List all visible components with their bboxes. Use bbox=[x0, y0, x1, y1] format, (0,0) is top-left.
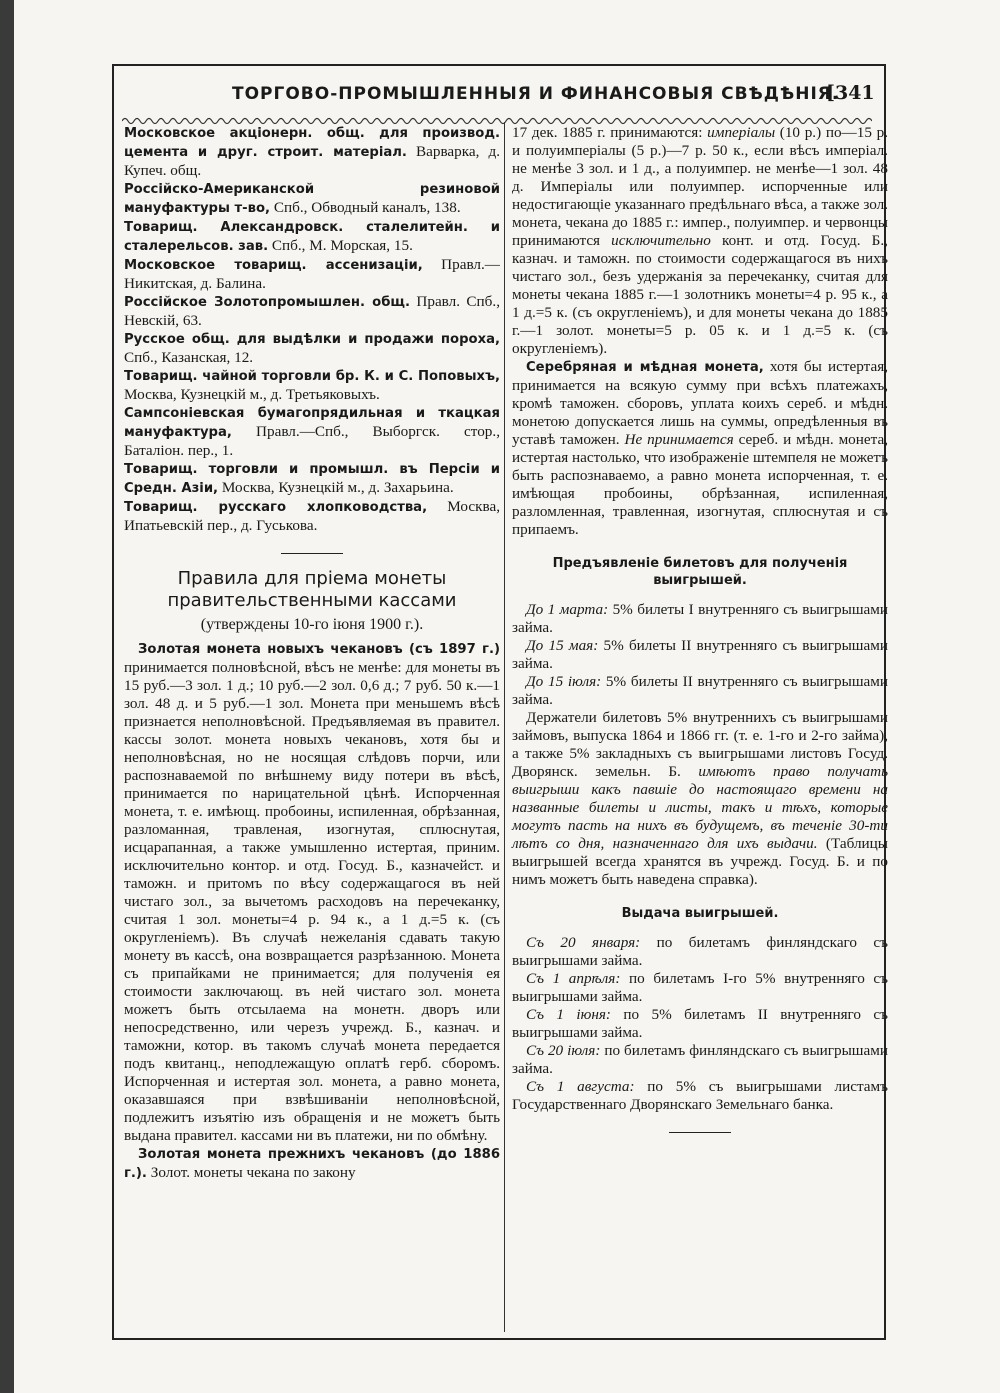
page-number: [341 bbox=[826, 82, 875, 104]
text-run: 17 дек. 1885 г. принимаются: bbox=[512, 124, 708, 141]
section-subtitle: (утверждены 10-го іюня 1900 г.). bbox=[200, 616, 424, 633]
gold-old-paragraph bbox=[124, 1145, 500, 1183]
section-title: Правила для пріема монеты правительственными кассами bbox=[167, 568, 457, 611]
text-run: Держатели билетовъ 5% внутреннихъ съ выигрышами займовъ, выпуска 1864 и 1866 гг. (т. е. 1-го и 2-го займа), а также 5% закладныхъ съ выигрышами листовъ Госуд. Дворянск. земельн. Б. bbox=[512, 709, 888, 780]
left-column bbox=[124, 124, 500, 1183]
gold-old-title: Золотая монета прежнихъ чекановъ (до 1886 г.). bbox=[124, 1147, 500, 1181]
section-separator bbox=[281, 553, 343, 554]
payout-date: Съ 1 іюня: bbox=[526, 1006, 611, 1023]
payout-item bbox=[512, 970, 888, 1006]
payout-text: по билетамъ финляндскаго съ выигрышами займа. bbox=[512, 1042, 888, 1077]
payout-text: по 5% съ выигрышами листамъ Государственнаго Дворянскаго Земельнаго банка. bbox=[512, 1078, 888, 1113]
company-name: Русское общ. для выдѣлки и продажи пороха, bbox=[124, 332, 500, 347]
company-entry bbox=[124, 498, 500, 535]
imperials-paragraph bbox=[512, 124, 888, 358]
company-address: Спб., М. Морская, 15. bbox=[268, 237, 413, 254]
company-entry bbox=[124, 460, 500, 498]
italic-run: имперіалы bbox=[707, 124, 776, 141]
company-address: Спб., Казанская, 12. bbox=[124, 349, 254, 366]
silver-paragraph bbox=[512, 358, 888, 539]
company-address: Спб., Обводный каналъ, 138. bbox=[270, 199, 461, 216]
company-address: Правл. Спб., Невскій, 63. bbox=[124, 293, 500, 329]
company-entry bbox=[124, 218, 500, 256]
payout-date: Съ 20 января: bbox=[526, 934, 641, 951]
company-name: Товарищ. Александровск. сталелитейн. и сталерельсов. зав. bbox=[124, 220, 500, 254]
company-name: Товарищ. чайной торговли бр. К. и С. Поповыхъ, bbox=[124, 369, 500, 384]
company-name: Товарищ. русскаго хлопководства, bbox=[124, 500, 428, 515]
gold-new-title: Золотая монета новыхъ чекановъ (съ 1897 г.) bbox=[138, 642, 500, 657]
scan-edge bbox=[0, 0, 14, 1393]
company-name: Московское акціонерн. общ. для производ. цемента и друг. строит. матеріал. bbox=[124, 126, 500, 160]
column-divider bbox=[504, 122, 505, 1332]
company-name: Россійско-Американской резиновой мануфактуры т-во, bbox=[124, 182, 500, 216]
text-run: (10 р.) по—15 р. и полуимперіалы (5 р.)—7 р. 50 к., если вѣсъ имперіал. не менѣе 3 зол. и 1 д., а полуимпер. не менѣе—1 зол. 48 д. Имперіалы или полуимпер. испорченные или недостигающіе указаннаго предѣльнаго вѣса, а также зол. монета, чекана до 1885 г.: импер., полуимпер. и червонцы принимаются bbox=[512, 124, 888, 249]
presentation-date: До 15 мая: bbox=[526, 637, 599, 654]
payout-item bbox=[512, 934, 888, 970]
presentation-item bbox=[512, 673, 888, 709]
right-column bbox=[512, 124, 888, 1147]
payout-text: по билетамъ I-го 5% внутренняго съ выигрышами займа. bbox=[512, 970, 888, 1005]
page bbox=[112, 64, 889, 1340]
text-run: конт. и отд. Госуд. Б., казнач. и таможн. по стоимости содержащагося въ нихъ чистаго зол., безъ удержанія за перечеканку, считая для монеты чекана 1885 г.—1 золотникъ монеты=4 р. 95 к., а 1 д.=5 к. (съ округленіемъ), и для монеты чекана до 1885 г.—1 золот. монеты=5 р. 05 к. и 1 д.=5 к. (съ округленіемъ). bbox=[512, 232, 888, 357]
presentation-text: 5% билеты II внутренняго съ выигрышами займа. bbox=[512, 673, 888, 708]
company-name: Товарищ. торговли и промышл. въ Персіи и Средн. Азіи, bbox=[124, 462, 500, 496]
company-entry bbox=[124, 404, 500, 460]
presentation-date: До 1 марта: bbox=[526, 601, 609, 618]
company-entry bbox=[124, 367, 500, 404]
text-run: сереб. и мѣдн. монета, истертая настолько, что изображеніе штемпеля не можетъ быть распознаваемо, а равно монета испорченная, т. е. имѣющая пробоины, обрѣзанная, испиленная, разломленная, травленная, изогнутая, сплюснутая и съ припаемъ. bbox=[512, 431, 888, 538]
presentation-item bbox=[512, 601, 888, 637]
payout-text: по 5% билетамъ II внутренняго съ выигрышами займа. bbox=[512, 1006, 888, 1041]
company-address: Москва, Ипатьевскій пер., д. Гуськова. bbox=[124, 498, 500, 534]
italic-run: имѣютъ право получать выигрыши какъ павшіе до настоящаго времени на названные билеты и листы, такъ и тѣхъ, которые могутъ пасть на нихъ въ будущемъ, въ теченіе 30-ти лѣтъ со дня, назначеннаго для ихъ выдачи. bbox=[512, 763, 889, 852]
gold-new-paragraph bbox=[124, 640, 500, 1145]
presentation-item bbox=[512, 637, 888, 673]
company-name: Россійское Золотопромышлен. общ. bbox=[124, 295, 410, 310]
gold-new-text: принимается полновѣсной, вѣсъ не менѣе: для монеты въ 15 руб.—3 зол. 1 д.; 10 руб.—2 зол. 0,6 д.; 7 руб. 50 к.—1 зол. 48 д. и 5 руб.—1 зол. Монета при меньшемъ вѣсѣ признается неполновѣсной. Предъявляемая въ правител. кассы золот. монета новыхъ чекановъ, хотя бы и неполновѣсная, но не носящая слѣдовъ порчи, или распознаваемой по внѣшнему виду потери въ вѣсѣ, принимается по нарицательной цѣнѣ. Испорченная монета, т. е. имѣющ. пробоины, испиленная, обрѣзанная, разломанная, травленая, изогнутая, сплюснутая, исцарапанная, а также умышленно истертая, приним. исключительно контор. и отд. Госуд. Б., казначейст. и таможн. и притомъ по вѣсу содержащагося въ ней чистаго зол., за вычетомъ расходовъ на перечеканку, считая 1 зол. монеты=4 р. 94 к., а 1 д.=5 к. (съ округленіемъ). Въ случаѣ нежеланія сдавать такую монету въ кассѣ, она возвращается разрѣзанною. Монета съ припайками не принимается; для полученія ея стоимости заключающ. въ ней чистаго зол. монета можетъ быть отсылаема на монетн. дворъ или непосредственно, или черезъ учрежд. Б., казнач. и таможни, котор. въ такомъ случаѣ монета передается подъ квитанц., неподлежащую оплатѣ герб. сборомъ. Испорченная и истертая зол. монета, а равно монета, оказавшаяся при взвѣшиваніи неполновѣсной, подлежитъ изъятію изъ обращенія и не можетъ быть выдана правител. кассами ни въ платежи, ни по обмѣну. bbox=[124, 659, 500, 1144]
payout-date: Съ 1 августа: bbox=[526, 1078, 635, 1095]
page-header bbox=[114, 76, 884, 112]
company-address: Москва, Кузнецкій м., д. Захарьина. bbox=[218, 479, 454, 496]
company-address: Правл.—Спб., Выборгск. стор., Баталіон. пер., 1. bbox=[124, 423, 500, 459]
presentation-text: 5% билеты I внутренняго съ выигрышами займа. bbox=[512, 601, 888, 636]
silver-title: Серебряная и мѣдная монета, bbox=[526, 360, 764, 375]
payout-date: Съ 1 апрѣля: bbox=[526, 970, 621, 987]
company-address: Правл.—Никитская, д. Балина. bbox=[124, 256, 500, 292]
company-entry bbox=[124, 330, 500, 367]
italic-run: исключительно bbox=[611, 232, 711, 249]
company-entry bbox=[124, 256, 500, 293]
text-run: (Таблицы выигрышей всегда хранятся въ учрежд. Госуд. Б. и по нимъ можетъ быть наведена справка). bbox=[512, 835, 888, 888]
payout-item bbox=[512, 1078, 888, 1114]
company-name: Сампсоніевская бумагопрядильная и ткацкая мануфактура, bbox=[124, 406, 500, 440]
holders-paragraph bbox=[512, 709, 888, 889]
company-list bbox=[124, 124, 500, 535]
gold-old-text: Золот. монеты чекана по закону bbox=[146, 1164, 356, 1181]
page-title: ТОРГОВО-ПРОМЫШЛЕННЫЯ И ФИНАНСОВЫЯ СВѢДѢНІЯ. bbox=[232, 84, 840, 104]
payout-heading: Выдача выигрышей. bbox=[621, 906, 779, 921]
company-entry bbox=[124, 180, 500, 218]
company-address: Варварка, д. Купеч. общ. bbox=[124, 143, 501, 179]
presentation-date: До 15 іюля: bbox=[526, 673, 602, 690]
company-entry bbox=[124, 124, 500, 180]
payout-text: по билетамъ финляндскаго съ выигрышами займа. bbox=[512, 934, 889, 969]
italic-run: Не принимается bbox=[624, 431, 734, 448]
company-name: Московское товарищ. ассенизаціи, bbox=[124, 258, 423, 273]
presentation-heading: Предъявленіе билетовъ для полученія выигрышей. bbox=[552, 556, 848, 588]
presentation-text: 5% билеты II внутренняго съ выигрышами займа. bbox=[512, 637, 888, 672]
company-entry bbox=[124, 293, 500, 330]
text-run: хотя бы истертая, принимается на всякую сумму при всѣхъ платежахъ, кромѣ таможен. сборовъ, уплата коихъ сереб. и мѣдн. монетою допускается лишь на суммы, опредѣленныя въ уставѣ таможен. bbox=[512, 358, 888, 448]
payout-item bbox=[512, 1006, 888, 1042]
payout-item bbox=[512, 1042, 888, 1078]
end-separator bbox=[669, 1132, 731, 1133]
company-address: Москва, Кузнецкій м., д. Третьяковыхъ. bbox=[124, 386, 380, 403]
payout-date: Съ 20 іюля: bbox=[526, 1042, 601, 1059]
